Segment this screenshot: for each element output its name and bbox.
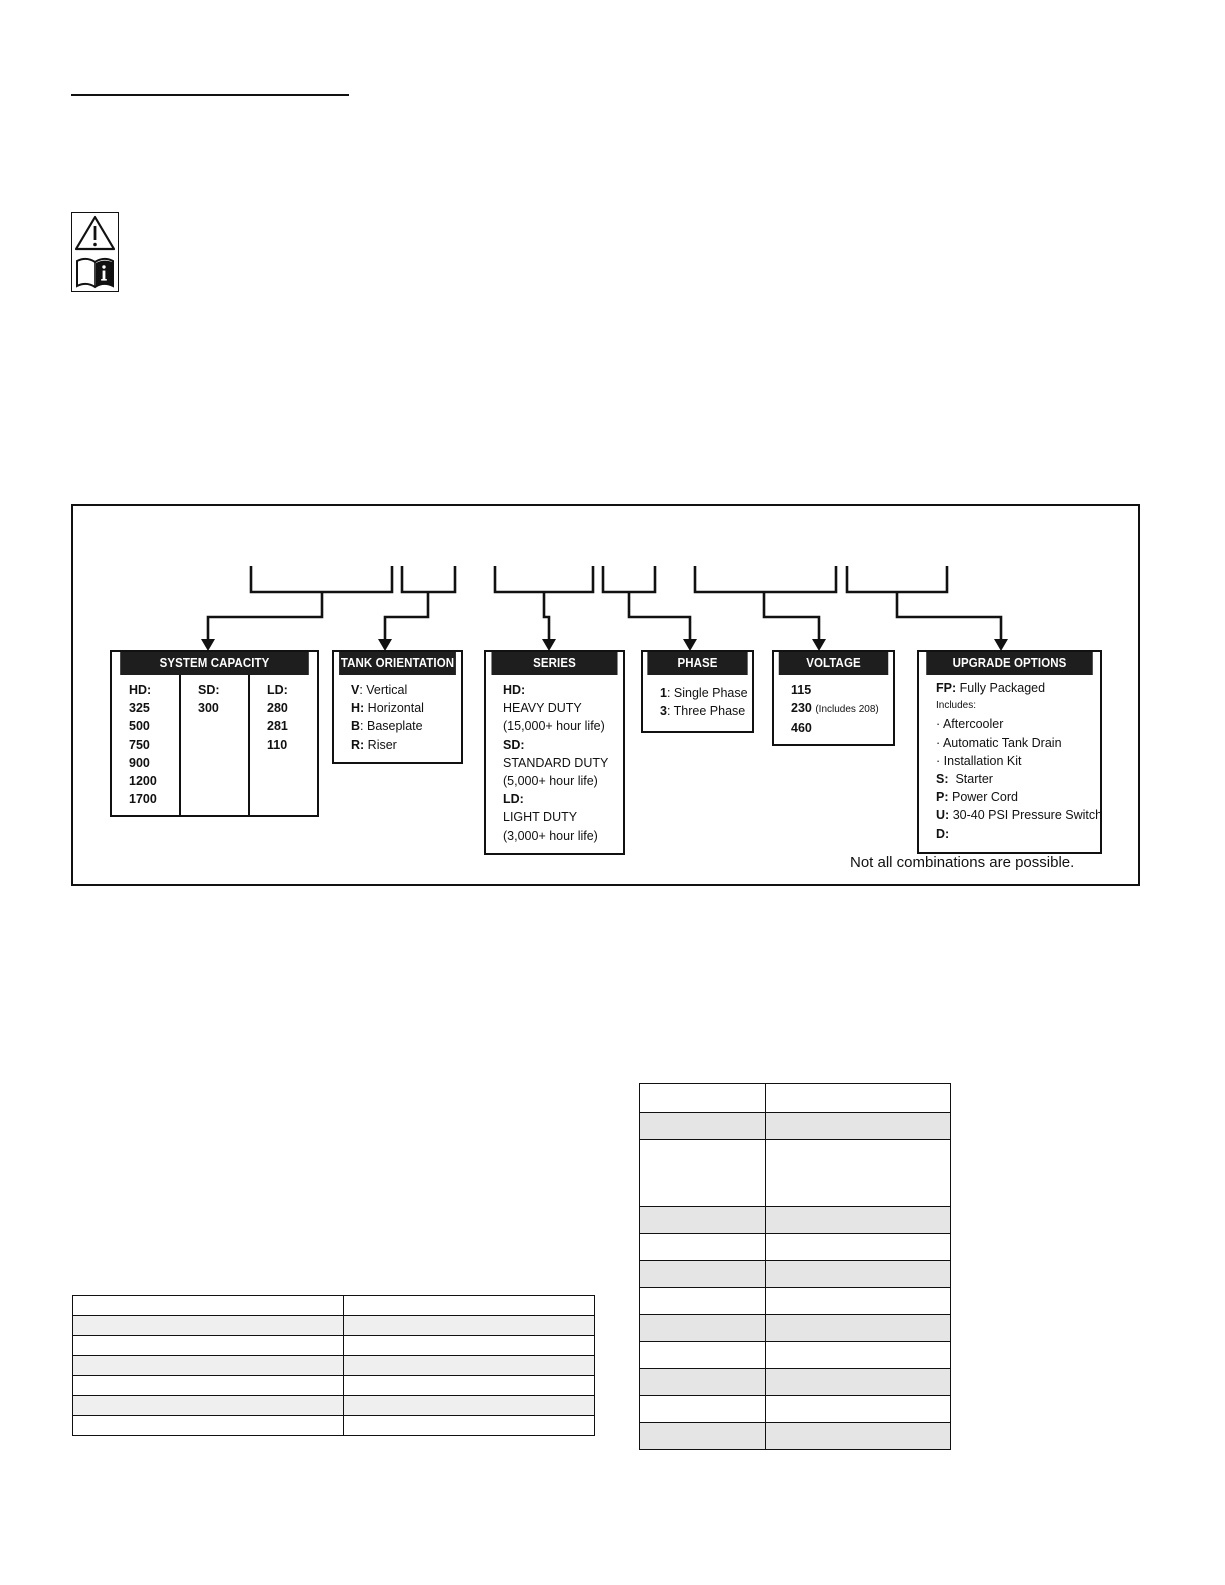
capacity-header-sd: SD: [198,683,220,697]
right-blank-table [639,1083,951,1450]
series-box [484,650,625,855]
tank-orientation-title: TANK ORIENTATION [339,652,456,675]
capacity-value: 1200 [129,774,157,789]
voltage-option: 460 [791,721,812,736]
table-row [73,1336,595,1356]
table-row [73,1396,595,1416]
table-row [640,1261,951,1288]
tank-option: H: Horizontal [351,701,424,716]
phase-option: 1: Single Phase [660,686,748,700]
tank-option: R: Riser [351,737,397,752]
voltage-option: 230 (Includes 208) [791,701,879,716]
table-row [640,1423,951,1450]
table-row [640,1234,951,1261]
capacity-column-hd [129,675,157,815]
capacity-value: 110 [267,737,288,752]
upgrade-option: S: Starter [936,772,993,787]
table-row [640,1140,951,1207]
table-row [640,1207,951,1234]
table-row [73,1356,595,1376]
tank-option: B: Baseplate [351,719,423,734]
series-code-sd: SD: [503,737,525,752]
capacity-header-hd: HD: [129,683,152,697]
phase-title: PHASE [647,652,747,675]
capacity-value: 750 [129,737,150,752]
capacity-header-ld: LD: [267,683,288,697]
upgrade-option: U: 30-40 PSI Pressure Switch [936,808,1103,823]
capacity-value: 280 [267,701,288,716]
system-capacity-box [110,650,319,817]
phase-option: 3: Three Phase [660,704,746,719]
series-code-ld: LD: [503,792,524,807]
capacity-value: 281 [267,719,288,734]
column-divider [179,675,181,815]
upgrade-options-box [917,650,1102,854]
capacity-value: 325 [129,701,150,716]
capacity-column-ld [267,675,288,815]
table-row [640,1084,951,1113]
upgrade-option-fp: FP: Fully Packaged [936,681,1046,695]
system-capacity-title: SYSTEM CAPACITY [120,652,309,675]
series-line: LIGHT DUTY [503,810,578,825]
upgrade-option: P: Power Cord [936,790,1018,805]
capacity-value: 900 [129,755,150,770]
left-blank-table [72,1295,595,1436]
capacity-value: 1700 [129,792,157,807]
table-row [73,1416,595,1436]
tank-orientation-box [332,650,463,764]
voltage-title: VOLTAGE [779,652,888,675]
included-item: · Automatic Tank Drain [936,735,1062,750]
series-code-hd: HD: [503,683,526,697]
voltage-option: 115 [791,683,812,697]
table-row [640,1113,951,1140]
table-row [73,1316,595,1336]
includes-label: Includes: [936,700,977,712]
series-line: HEAVY DUTY [503,701,582,716]
included-item: · Aftercooler [936,717,1004,732]
upgrade-option: D: [936,826,950,841]
table-row [640,1369,951,1396]
series-title: SERIES [491,652,617,675]
included-item: · Installation Kit [936,753,1022,768]
combinations-note: Not all combinations are possible. [850,854,1075,871]
voltage-box [772,650,895,746]
tank-option: V: Vertical [351,683,408,697]
model-code-connectors [0,0,1225,660]
table-row [640,1288,951,1315]
series-line: (5,000+ hour life) [503,774,598,789]
series-line: (3,000+ hour life) [503,828,598,843]
capacity-column-sd [198,675,220,815]
table-row [640,1315,951,1342]
table-row [640,1342,951,1369]
table-row [73,1376,595,1396]
series-line: (15,000+ hour life) [503,719,605,734]
table-row [73,1296,595,1316]
column-divider [248,675,250,815]
upgrade-options-title: UPGRADE OPTIONS [926,652,1093,675]
capacity-value: 300 [198,701,219,716]
phase-box [641,650,754,733]
table-row [640,1396,951,1423]
capacity-value: 500 [129,719,150,734]
series-line: STANDARD DUTY [503,755,609,770]
